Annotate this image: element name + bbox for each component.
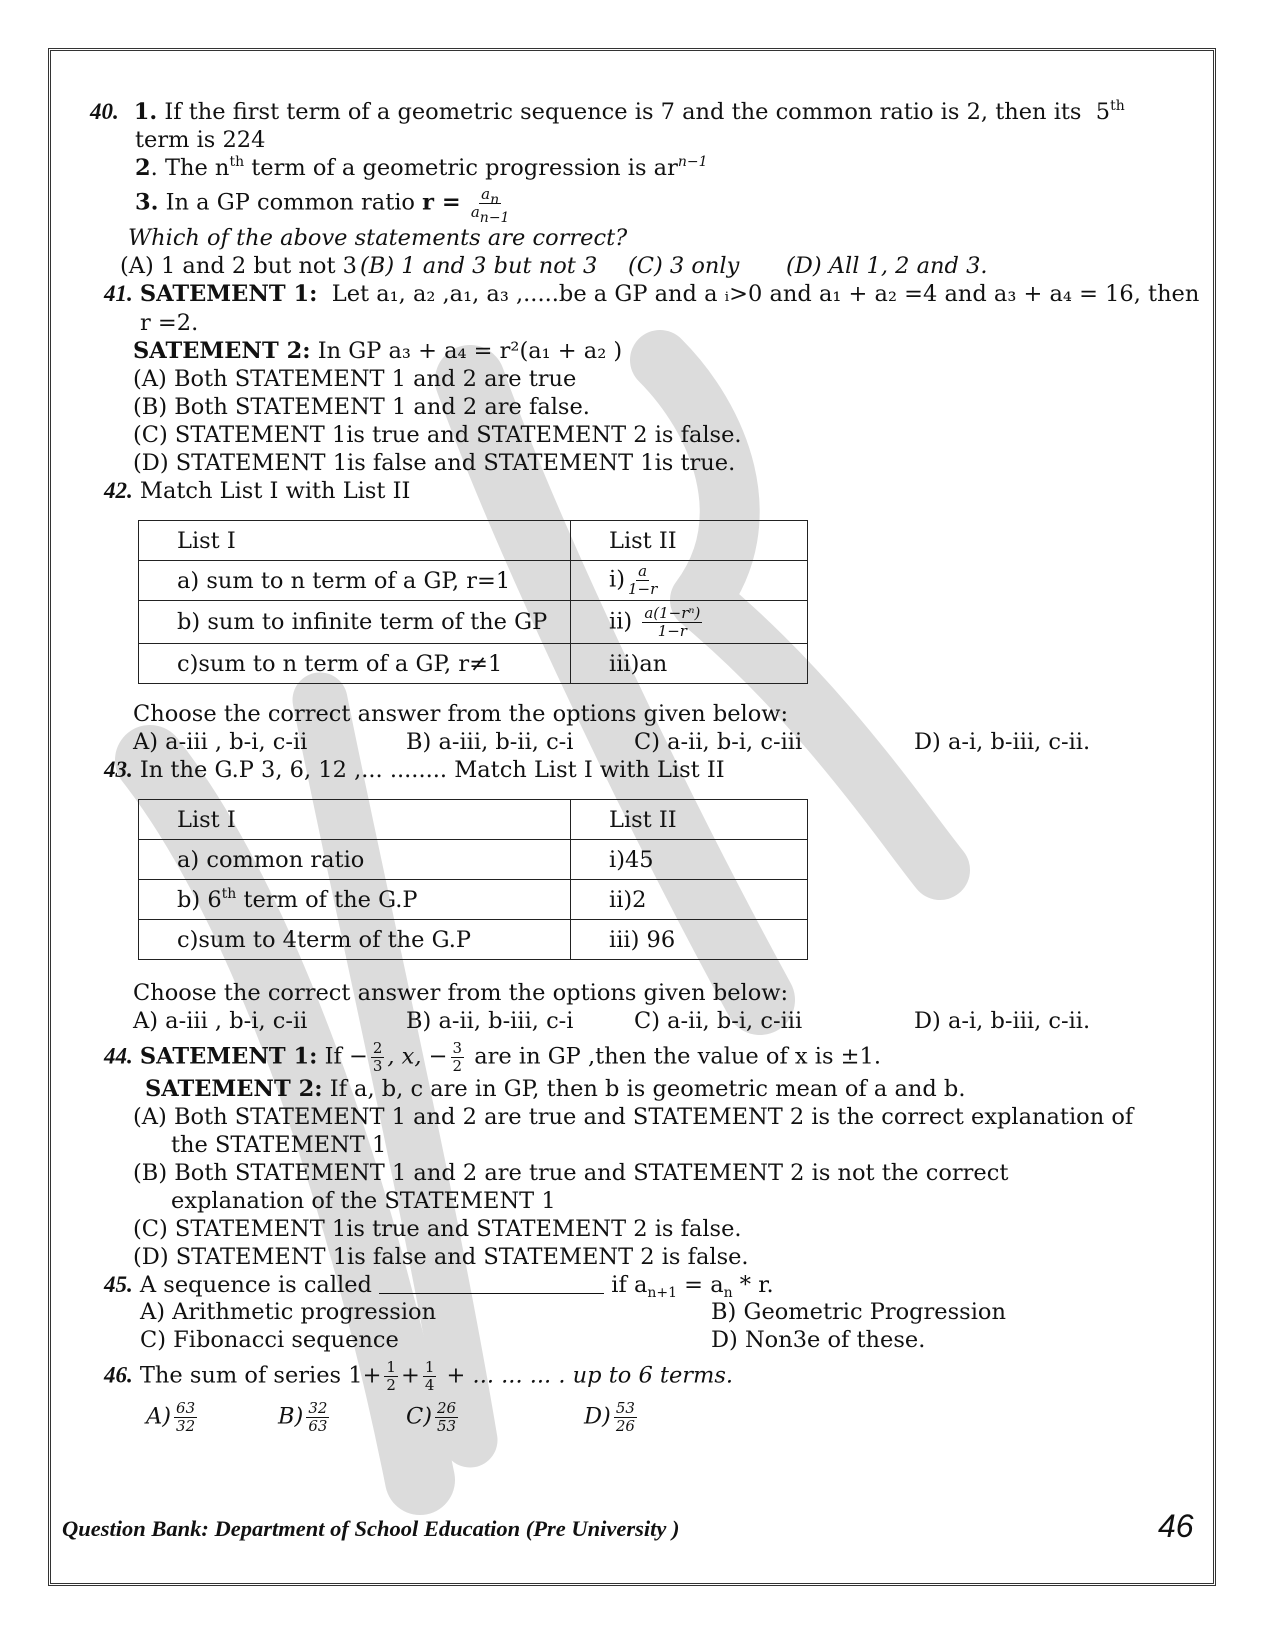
q45-opt-b: B) Geometric Progression [711, 1299, 1006, 1325]
table-cell: b) sum to infinite term of the GP [139, 601, 571, 644]
q43-opt-c: C) a-ii, b-i, c-iii [634, 1008, 803, 1034]
q40-s2: 2. The $n^{th}$ term of a geometric progression is $ar^{n-1}$ [135, 154, 708, 181]
q44-statement1: 44. SATEMENT 1: If − $\frac{2}{3}$ , x, − $\frac{3}{2}$ are in GP ,then the value of x is ±1. [104, 1039, 881, 1075]
table-cell: i) $\frac{a}{1-r}$ [571, 561, 808, 601]
q41-st1-cont: r =2. [140, 310, 199, 336]
q40-opt-d: (D) All 1, 2 and 3. [786, 253, 988, 279]
table-cell: a) sum to n term of a GP, r=1 [139, 561, 571, 601]
q40-ratio-fraction: $\frac{a_n}{a_{n-1}}$ [470, 185, 510, 226]
table-cell: ii)2 [571, 880, 808, 920]
q41-statement2: SATEMENT 2: In GP a₃ + a₄ = r²(a₁ + a₂ ) [133, 338, 623, 364]
q45-blank [379, 1273, 604, 1294]
q42-match-table [138, 520, 808, 684]
q43-match-table [138, 799, 808, 960]
q41-opt-a: (A) Both STATEMENT 1 and 2 are true [133, 366, 577, 392]
q40-s1-tail: 5th [1095, 98, 1125, 125]
q42-opt-a: A) a-iii , b-i, c-ii [133, 729, 308, 755]
q40-line1 [90, 98, 1125, 126]
table-cell: c)sum to n term of a GP, r≠1 [139, 644, 571, 684]
table-row [139, 800, 808, 840]
q40-opt-c: (C) 3 only [628, 253, 740, 279]
table-row [139, 644, 808, 684]
q44-opt-c: (C) STATEMENT 1is true and STATEMENT 2 is false. [133, 1216, 742, 1242]
table-cell: List I [139, 800, 571, 840]
table-row [139, 880, 808, 920]
q45-opt-d: D) Non3e of these. [711, 1327, 926, 1353]
q41-opt-d: (D) STATEMENT 1is false and STATEMENT 1is true. [133, 450, 736, 476]
table-row [139, 601, 808, 644]
q44-opt-b-cont: explanation of the STATEMENT 1 [171, 1188, 556, 1214]
q43-opt-a: A) a-iii , b-i, c-ii [133, 1008, 308, 1034]
q41-st1-text: Let a₁, a₂ ,a₁, a₃ ,.....be a GP and a ᵢ>0 and a₁ + a₂ =4 and a₃ + a₄ = 16, then [331, 281, 1200, 307]
page-number: 46 [1158, 1508, 1194, 1544]
q45-question: 45. A sequence is called if $a_{n+1} = a_n * r$. [104, 1272, 774, 1301]
q40-number: 40. [90, 99, 119, 124]
q42-opt-c: C) a-ii, b-i, c-iii [634, 729, 803, 755]
q46-opt-a: A) $\frac{63}{32}$ [146, 1399, 196, 1435]
q42-opt-b: B) a-iii, b-ii, c-i [406, 729, 574, 755]
q41-statement1: 41. SATEMENT 1: Let a₁, a₂ ,a₁, a₃ ,.....be a GP and a ᵢ>0 and a₁ + a₂ =4 and a₃ + a₄ = 16, then [104, 281, 1200, 307]
q40-s1-index: 1. [125, 99, 158, 125]
table-cell: i)45 [571, 840, 808, 880]
table-cell: List II [571, 800, 808, 840]
q44-opt-a-cont: the STATEMENT 1 [171, 1132, 387, 1158]
q44-opt-a: (A) Both STATEMENT 1 and 2 are true and STATEMENT 2 is the correct explanation of [133, 1104, 1134, 1130]
q43-choose: Choose the correct answer from the options given below: [133, 980, 789, 1006]
table-cell: b) 6th term of the G.P [139, 880, 571, 920]
q42-opt-d: D) a-i, b-iii, c-ii. [914, 729, 1091, 755]
q46-question: 46. The sum of series 1+ $\frac{1}{2}$ + $\frac{1}{4}$ + ... ... ... . up to 6 terms. [104, 1358, 734, 1394]
q40-s1-text: If the first term of a geometric sequence is 7 and the common ratio is 2, then its [164, 99, 1082, 125]
table-cell: a) common ratio [139, 840, 571, 880]
q45-opt-c: C) Fibonacci sequence [140, 1327, 399, 1353]
q43-opt-b: B) a-ii, b-iii, c-i [406, 1008, 574, 1034]
q45-opt-a: A) Arithmetic progression [140, 1299, 437, 1325]
table-row [139, 840, 808, 880]
table-cell: ii) $\frac{\text{a(1−rⁿ)}}{1-r}$ [571, 601, 808, 644]
q40-s1-cont: term is 224 [135, 127, 266, 153]
table-row [139, 521, 808, 561]
table-cell: iii) 96 [571, 920, 808, 960]
table-cell: c)sum to 4term of the G.P [139, 920, 571, 960]
q40-opt-b: (B) 1 and 3 but not 3 [360, 253, 598, 279]
q40-opt-a: (A) 1 and 2 but not 3 [120, 253, 357, 279]
table-cell: iii)an [571, 644, 808, 684]
q46-opt-d: D) $\frac{53}{26}$ [584, 1399, 635, 1435]
q43-opt-d: D) a-i, b-iii, c-ii. [914, 1008, 1091, 1034]
table-cell: List II [571, 521, 808, 561]
table-cell: List I [139, 521, 571, 561]
q41-opt-b: (B) Both STATEMENT 1 and 2 are false. [133, 394, 590, 420]
table-row [139, 561, 808, 601]
table-row [139, 920, 808, 960]
q44-opt-d: (D) STATEMENT 1is false and STATEMENT 2 is false. [133, 1244, 749, 1270]
q41-opt-c: (C) STATEMENT 1is true and STATEMENT 2 is false. [133, 422, 742, 448]
q41-number: 41. [104, 281, 133, 306]
q43-heading: 43. In the G.P 3, 6, 12 ,... ........ Match List I with List II [104, 757, 725, 783]
q44-opt-b: (B) Both STATEMENT 1 and 2 are true and STATEMENT 2 is not the correct [133, 1160, 1009, 1186]
q46-opt-c: C) $\frac{26}{53}$ [406, 1399, 457, 1435]
q40-question: Which of the above statements are correct? [128, 225, 628, 251]
q42-heading: 42. Match List I with List II [104, 478, 411, 504]
q42-choose: Choose the correct answer from the options given below: [133, 701, 789, 727]
q46-opt-b: B) $\frac{32}{63}$ [278, 1399, 328, 1435]
footer-text: Question Bank: Department of School Education (Pre University ) [62, 1516, 680, 1541]
q40-s3: 3. In a GP common ratio r = $\frac{a_n}{a_{n-1}}$ [135, 185, 510, 226]
q44-statement2: SATEMENT 2: If a, b, c are in GP, then b is geometric mean of a and b. [145, 1076, 966, 1102]
